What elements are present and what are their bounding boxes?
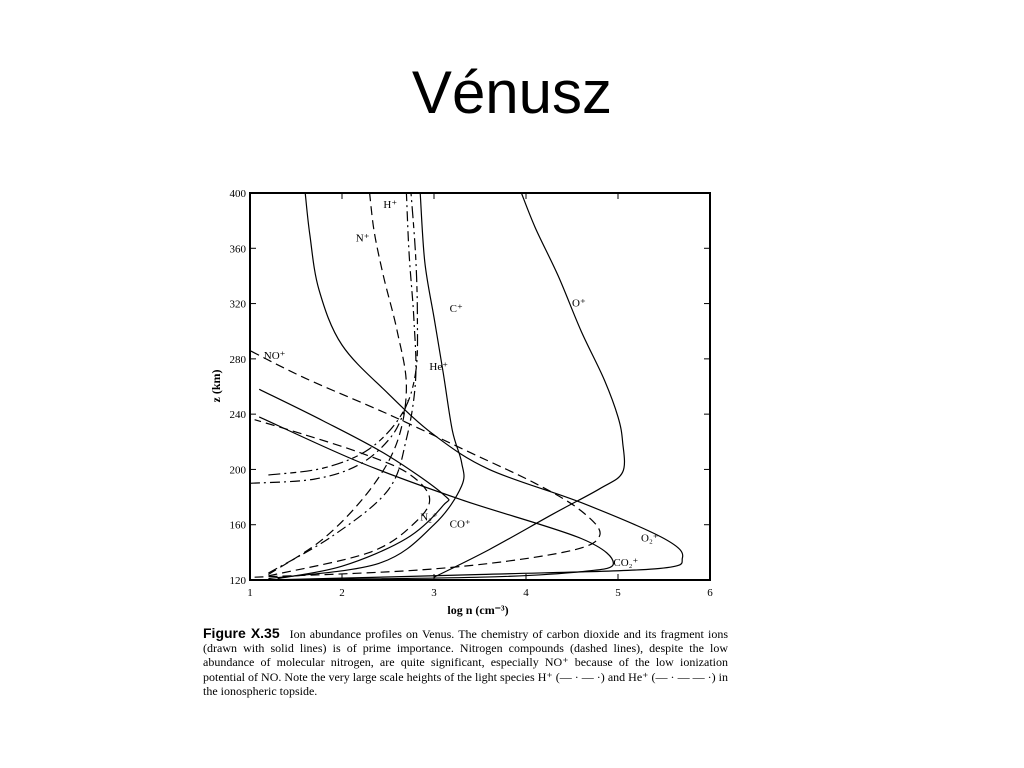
- x-tick-label: 2: [339, 587, 345, 599]
- series-line: [268, 193, 682, 580]
- series-line: [250, 351, 600, 578]
- plot-border: [250, 193, 710, 580]
- y-tick-label: 240: [229, 409, 246, 422]
- slide-title: Vénusz: [411, 59, 613, 126]
- series-line: [259, 417, 613, 580]
- series-label: O⁺: [572, 297, 586, 310]
- series-label: CO₂⁺: [613, 557, 639, 570]
- y-tick-label: 400: [229, 188, 246, 200]
- series-label: He⁺: [429, 360, 449, 373]
- x-tick-label: 3: [431, 587, 437, 599]
- x-tick-label: 4: [523, 587, 529, 599]
- series-line: [268, 193, 417, 475]
- series-line: [268, 193, 406, 575]
- figure-caption-text: Ion abundance profiles on Venus. The chemistry of carbon dioxide and its fragment ions (drawn with solid lines) is of prime importance. Nitrogen compounds (dashed lines), despite the low abundance of molecular nitrogen, are quite significant, especially NO⁺ because of the low ionization potential of NO. Note the very large scale heights of the light species H⁺ (— · — ·) and He⁺ (— · — — ·) in the ionospheric topside.: [203, 627, 729, 698]
- series-label: N₂⁺: [420, 511, 438, 524]
- x-tick-label: 1: [247, 587, 253, 599]
- series-labels: [264, 199, 659, 569]
- x-axis-label: log n (cm⁻³): [447, 603, 509, 617]
- y-tick-label: 360: [229, 243, 246, 256]
- series-line: [255, 420, 430, 576]
- series-line: [259, 389, 449, 578]
- series-label: N⁺: [355, 232, 370, 245]
- y-tick-label: 160: [229, 519, 246, 532]
- series-label: NO⁺: [263, 349, 286, 362]
- y-tick-label: 200: [229, 464, 246, 477]
- figure-label: Figure X.35: [203, 625, 280, 641]
- y-tick-label: 120: [229, 575, 246, 587]
- x-tick-label: 6: [707, 587, 713, 599]
- series-label: O₂⁺: [641, 532, 659, 545]
- y-tick-label: 320: [229, 298, 246, 311]
- series-line: [268, 193, 416, 573]
- figure-caption: [203, 626, 728, 698]
- series-label: C⁺: [449, 302, 463, 315]
- series-label: H⁺: [383, 199, 398, 212]
- series-label: CO⁺: [449, 518, 471, 531]
- x-tick-label: 5: [615, 587, 621, 599]
- y-tick-label: 280: [229, 353, 246, 366]
- y-axis-label: z (km): [209, 369, 223, 403]
